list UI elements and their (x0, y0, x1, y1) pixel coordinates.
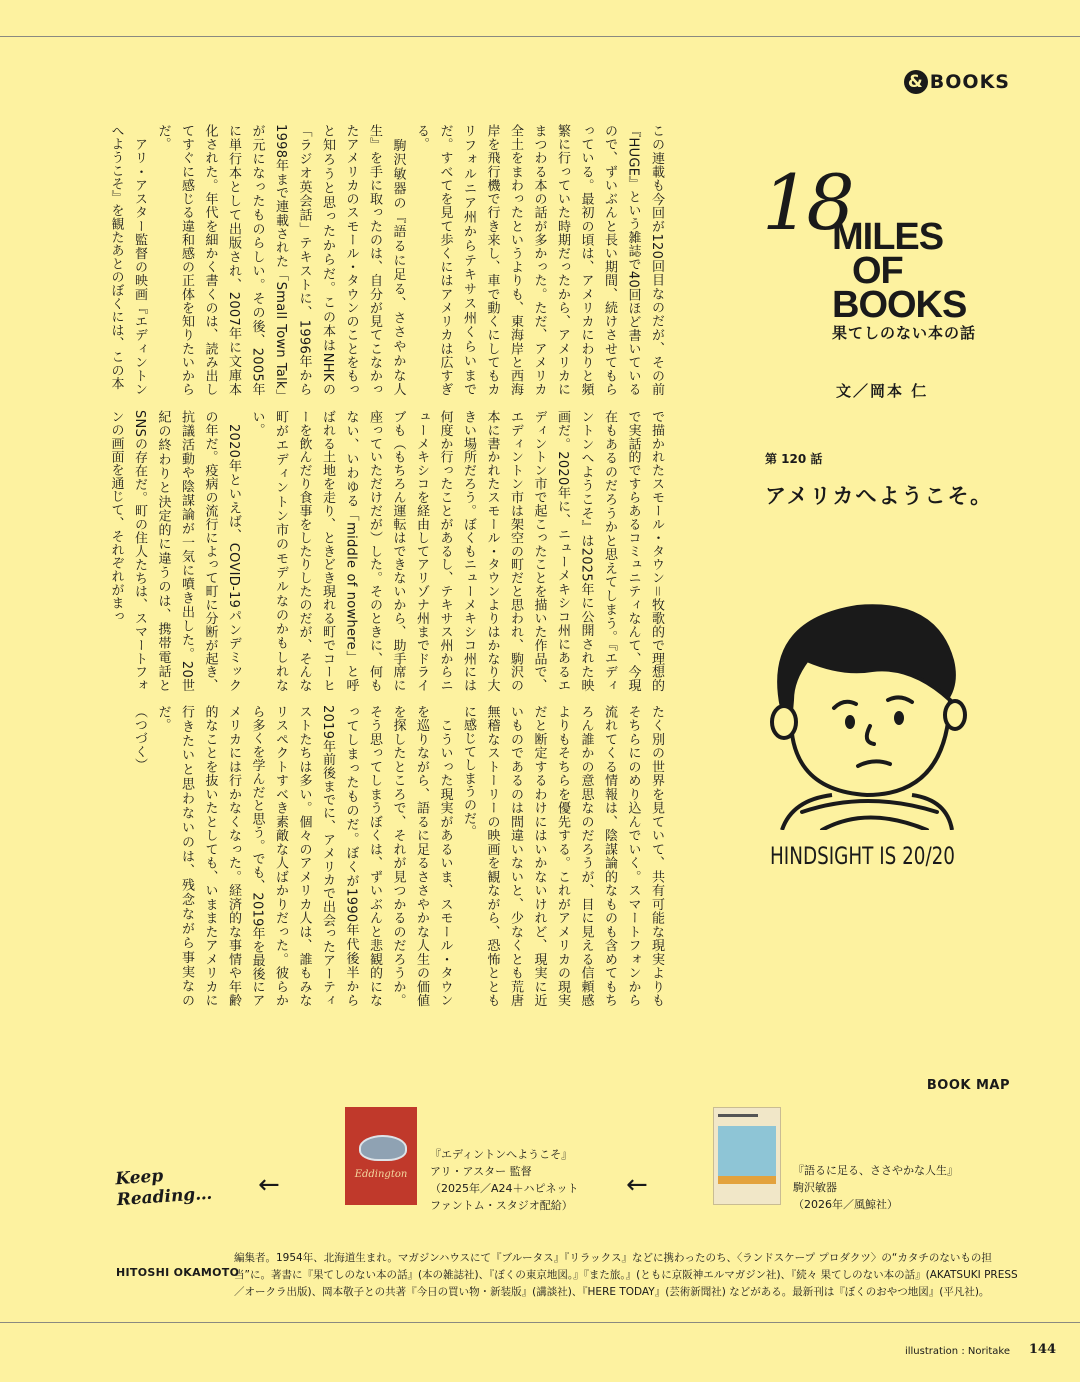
series-subtitle: 果てしのない本の話 (832, 324, 977, 342)
byline: 文／岡本 仁 (836, 382, 929, 400)
cover-road (718, 1176, 776, 1184)
series-title-line: OF (852, 250, 903, 292)
book-info-line: （2026年／風鯨社） (793, 1198, 898, 1211)
book-info-line: アリ・アスター 監督 (430, 1165, 532, 1178)
ampersand-icon: & (904, 70, 928, 94)
page-number: 144 (1028, 1342, 1056, 1357)
author-name: HITOSHI OKAMOTO (116, 1266, 240, 1279)
book-info-small-town (793, 1162, 958, 1213)
series-title-line: BOOKS (832, 284, 967, 326)
arrow-left-icon: ← (626, 1170, 648, 1200)
keep-reading-line: Reading… (116, 1183, 213, 1211)
episode-title: アメリカへようこそ。 (765, 484, 994, 508)
cowboy-hat-icon (359, 1135, 407, 1161)
cover-line (718, 1114, 758, 1117)
book-info-eddington (430, 1146, 579, 1214)
arrow-left-icon: ← (258, 1170, 280, 1200)
cover-sky (718, 1126, 776, 1176)
book-map-label: BOOK MAP (926, 1078, 1010, 1093)
book-info-line: （2025年／A24＋ハピネット (430, 1182, 579, 1195)
illustration-credit: illustration : Noritake (904, 1346, 1010, 1357)
book-info-line: 『エディントンへようこそ』 (430, 1148, 573, 1161)
book-info-line: ファントム・スタジオ配給） (430, 1199, 573, 1212)
article-column-1: この連載も今回が120回目なのだが、その前『HUGE』という雑誌で40回ほど書いているので、ずいぶんと長い期間、続けさせてもらっている。最初の頃は、アメリカにわりと頻繁に行っていた時期だったから、アメリカにまつわる本の話が多かった。ただ、アメリカ全土をまわったというよりも、東海岸と西海岸を飛行機で行き来し、車で動くにしてもカリフォルニア州からテキサス州くらいまでだ。すべてを見て歩くにはアメリカは広すぎる。 駒沢敏器の『語るに足る、ささやかな人生』を手に取ったのは、自分が見てこなかったアメリカのスモール・タウンのことをもっと知ろうと思ったからだ。この本はNHKの「ラジオ英会話」テキストに、1996年から1998年まで連載された「Small Town Talk」が元になったものらしい。その後、2005年に単行本として出版され、2007年に文庫本化された。年代を細かく書くのは、読み出してすぐに感じる違和感の正体を知りたいからだ。 アリ・アスター監督の映画『エディントンへようこそ』を観たあとのぼくには、この本 (108, 124, 664, 396)
article-column-3: たく別の世界を見ていて、共有可能な現実よりもそちらにのめり込んでいく。スマートフォンから流れてくる情報は、陰謀論的なものも含めてもちろん誰かの意思なのだろうが、目に見える信頼感よりもそちらを優先する。これがアメリカの現実だと断定するわけにはいかないけれど、現実に近いものであるのは間違いないと、少なくとも荒唐無稽なストーリーの映画を観ながら、恐怖とともに感じてしまうのだ。 こういった現実があるいま、スモール・タウンを巡りながら、語るに足るささやかな人生の価値を探したところで、それが見つかるのだろうか。そう思ってしまうぼくは、ずいぶんと悲観的になってしまったものだ。ぼくが1990年代後半から2019年前後までに、アメリカで出会ったアーティストたちは多い。個々のアメリカ人は、誰もみなリスペクトすべき素敵な人ばかりだった。彼らから多くを学んだと思う。でも、2019年を最後にアメリカには行かなくなった。経済的な事情や年齢的なことを抜いたとしても、いままたアメリカに行きたいと思わないのは、残念ながら事実なのだ。 （つづく） (132, 705, 664, 1007)
series-number: 18 (762, 158, 851, 247)
keep-reading-line: Keep (114, 1166, 164, 1190)
book-info-line: 駒沢敏器 (793, 1181, 837, 1194)
bottom-rule (0, 1322, 1080, 1323)
book-cover-eddington[interactable] (345, 1107, 417, 1205)
top-rule (0, 36, 1080, 37)
book-cover-title: Eddington (354, 1169, 408, 1180)
article-column-2: で描かれたスモール・タウン＝牧歌的で理想的で実話的ですらあるコミュニティなんて、今現在もあるのだろうかと思えてしまう。『エディントンへようこそ』は2025年に公開された映画だ。2020年に、ニューメキシコ州にあるエディントン市で起こったことを描いた作品で、エディントン市は架空の町だと思われ、駒沢の本に書かれたスモール・タウンよりはかなり大きい場所だろう。ぼくもニューメキシコ州には何度か行ったことがあるし、テキサス州からニューメキシコを経由してアリゾナ州までドライブも（もちろん運転はできないから、助手席に座っていただけだが）した。そのときに、何もない、いわゆる「middle of nowhere」と呼ばれる土地を走り、ときどき現れる町でコーヒーを飲んだり食事をしたりしたのだが、そんな町がエディントン市のモデルなのかもしれない。 2020年といえば、COVID-19パンデミックの年だ。疫病の流行によって町に分断が起き、抗議活動や陰謀論が一気に噴き出した。20世紀の終わりと決定的に違うのは、携帯電話とSNSの存在だ。町の住人たちは、スマートフォンの画面を通じて、それぞれがまっ (108, 410, 664, 692)
book-cover-small-town[interactable] (713, 1107, 781, 1205)
series-title-line: MILES (832, 216, 944, 258)
book-info-line: 『語るに足る、ささやかな人生』 (793, 1164, 958, 1177)
author-bio: 編集者。1954年、北海道生まれ。マガジンハウスにて『ブルータス』『リラックス』などに携わったのち、〈ランドスケープ プロダクツ〉の“カタチのないもの担当”に。著書に『果てしのない本の話』(本の雑誌社)、『ぼくの東京地図。』『また旅。』(ともに京阪神エルマガジン社)、『続々 果てしのない本の話』(AKATSUKI PRESS／オークラ出版)、岡本敬子との共著『今日の買い物・新装版』(講談社)、『HERE TODAY』(芸術新聞社) などがある。最新刊は『ぼくのおやつ地図』(平凡社)。 (234, 1252, 1018, 1298)
keep-reading (115, 1163, 213, 1212)
series-title (832, 216, 967, 326)
logo-text: BOOKS (929, 71, 1010, 93)
and-books-logo (904, 70, 1010, 94)
episode-number: 第 120 話 (765, 452, 823, 466)
illustration-caption: HINDSIGHT IS 20/20 (770, 842, 955, 870)
boy-arms-crossed-icon (762, 590, 972, 830)
